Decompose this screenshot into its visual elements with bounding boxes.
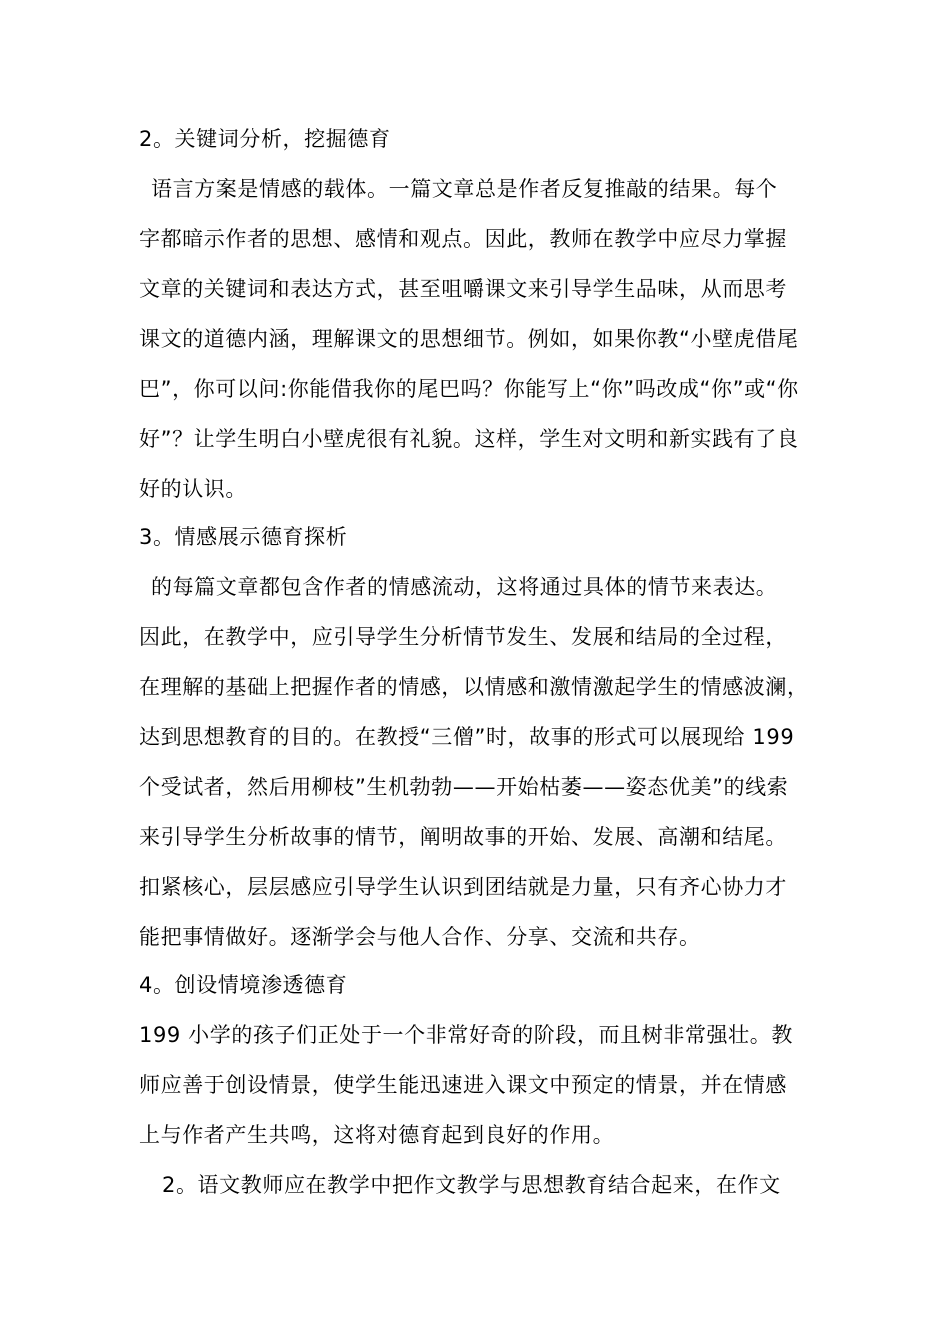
heading-emotion-display: 3。情感展示德育探析	[139, 525, 348, 549]
paragraph-line: 语言方案是情感的载体。一篇文章总是作者反复推敲的结果。每个	[151, 177, 778, 201]
paragraph-line: 达到思想教育的目的。在教授“三僧”时，故事的形式可以展现给 199	[139, 725, 795, 749]
paragraph-line: 巴”，你可以问:你能借我你的尾巴吗？你能写上“你”吗改成“你”或“你	[139, 377, 799, 401]
paragraph-line: 在理解的基础上把握作者的情感，以情感和激情激起学生的情感波澜，	[139, 675, 809, 699]
paragraph-line: 上与作者产生共鸣，这将对德育起到良好的作用。	[139, 1123, 615, 1147]
paragraph-line: 师应善于创设情景，使学生能迅速进入课文中预定的情景，并在情感	[139, 1073, 787, 1097]
paragraph-line: 的每篇文章都包含作者的情感流动，这将通过具体的情节来表达。	[151, 575, 778, 599]
paragraph-line: 因此，在教学中，应引导学生分析情节发生、发展和结局的全过程，	[139, 625, 787, 649]
paragraph-line: 字都暗示作者的思想、感情和观点。因此，教师在教学中应尽力掌握	[139, 227, 787, 251]
paragraph-line: 好”？让学生明白小壁虎很有礼貌。这样，学生对文明和新实践有了良	[139, 427, 799, 451]
heading-keyword-analysis: 2。关键词分析，挖掘德育	[139, 127, 391, 151]
paragraph-line: 个受试者，然后用柳枝”生机勃勃——开始枯萎——姿态优美”的线索	[139, 775, 789, 799]
paragraph-line: 课文的道德内涵，理解课文的思想细节。例如，如果你教“小壁虎借尾	[139, 327, 799, 351]
paragraph-line: 扣紧核心，层层感应引导学生认识到团结就是力量，只有齐心协力才	[139, 875, 787, 899]
paragraph-line: 好的认识。	[139, 477, 247, 501]
paragraph-line: 能把事情做好。逐渐学会与他人合作、分享、交流和共存。	[139, 925, 701, 949]
paragraph-line: 2。语文教师应在教学中把作文教学与思想教育结合起来，在作文	[162, 1173, 781, 1197]
paragraph-line: 文章的关键词和表达方式，甚至咀嚼课文来引导学生品味，从而思考	[139, 277, 787, 301]
heading-create-situation: 4。创设情境渗透德育	[139, 973, 348, 997]
paragraph-line: 199 小学的孩子们正处于一个非常好奇的阶段，而且树非常强壮。教	[139, 1023, 793, 1047]
paragraph-line: 来引导学生分析故事的情节，阐明故事的开始、发展、高潮和结尾。	[139, 825, 787, 849]
